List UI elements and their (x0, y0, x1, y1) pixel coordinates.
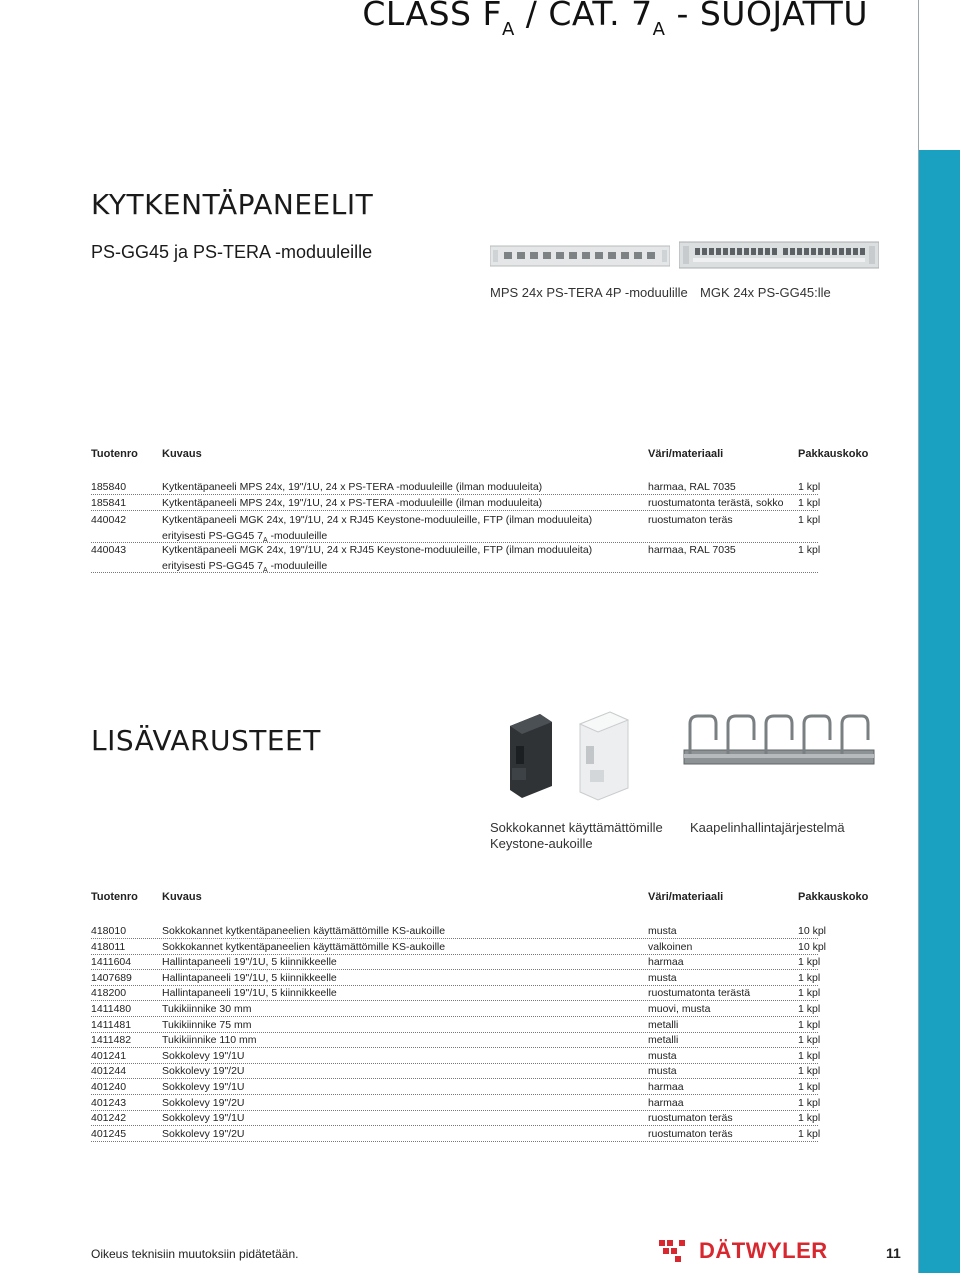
product-description: Sokkokannet kytkentäpaneelien käyttämättömille KS-aukoille (162, 941, 446, 953)
footer-note: Oikeus teknisiin muutoksiin pidätetään. (91, 1247, 299, 1261)
product-code: 401241 (91, 1050, 127, 1062)
product-color: metalli (648, 1019, 679, 1031)
product-description: Tukikiinnike 75 mm (162, 1019, 252, 1031)
product-code: 1411482 (91, 1034, 132, 1046)
product-color: harmaa (648, 1081, 684, 1093)
section-heading-patch-panels: KYTKENTÄPANEELIT (91, 188, 374, 221)
caption-cable-management: Kaapelinhallintajärjestelmä (690, 820, 845, 835)
product-code: 440042 (91, 514, 127, 526)
col-header-description: Kuvaus (162, 448, 202, 460)
mps-panel-image (490, 244, 670, 268)
product-description: Kytkentäpaneeli MPS 24x, 19"/1U, 24 x PS-TERA -moduuleille (ilman moduuleita) (162, 497, 543, 509)
row-divider (91, 1000, 818, 1001)
product-color: musta (648, 1050, 677, 1062)
row-divider (91, 969, 818, 970)
product-code: 1411480 (91, 1003, 132, 1015)
product-pack: 1 kpl (798, 544, 821, 556)
product-color: musta (648, 972, 677, 984)
page-title: CLASS $F_A$ / CAT. $7_A$ - SUOJATTU (362, 0, 868, 40)
product-color: ruostumaton teräs (648, 1128, 733, 1140)
caption-mps-panel: MPS 24x PS-TERA 4P -moduulille (490, 285, 688, 300)
col-header-pack-size: Pakkauskoko (798, 891, 869, 903)
cable-management-image (680, 710, 880, 790)
product-pack: 1 kpl (798, 1081, 821, 1093)
product-pack: 1 kpl (798, 481, 821, 493)
col-header-pack-size: Pakkauskoko (798, 448, 869, 460)
product-code: 418011 (91, 941, 126, 953)
blank-covers-image (490, 706, 670, 806)
row-divider (91, 510, 818, 511)
product-pack: 1 kpl (798, 1065, 821, 1077)
product-color: ruostumaton teräs (648, 514, 733, 526)
product-color: ruostumatonta terästä, sokko (648, 497, 784, 509)
product-description-line2: erityisesti PS-GG45 $7_A$ -moduuleille (162, 560, 328, 575)
product-pack: 10 kpl (798, 925, 827, 937)
product-code: 185841 (91, 497, 127, 509)
product-description: Kytkentäpaneeli MGK 24x, 19"/1U, 24 x RJ45 Keystone-moduuleille, FTP (ilman moduuleita) (162, 544, 593, 556)
product-description: Sokkolevy 19"/2U (162, 1097, 245, 1109)
mgk-panel-image (679, 240, 879, 272)
product-code: 418200 (91, 987, 127, 999)
col-header-color-material: Väri/materiaali (648, 891, 724, 903)
row-divider (91, 572, 818, 573)
row-divider (91, 1141, 818, 1142)
product-pack: 1 kpl (798, 514, 821, 526)
product-code: 418010 (91, 925, 127, 937)
product-pack: 1 kpl (798, 1003, 821, 1015)
product-color: harmaa, RAL 7035 (648, 544, 736, 556)
product-description: Kytkentäpaneeli MGK 24x, 19"/1U, 24 x RJ45 Keystone-moduuleille, FTP (ilman moduuleita) (162, 514, 593, 526)
product-color: valkoinen (648, 941, 693, 953)
product-color: harmaa (648, 956, 684, 968)
row-divider (91, 1125, 818, 1126)
product-description: Sokkolevy 19"/1U (162, 1081, 245, 1093)
product-color: metalli (648, 1034, 679, 1046)
product-description: Sokkolevy 19"/1U (162, 1050, 245, 1062)
product-code: 401244 (91, 1065, 127, 1077)
col-header-color-material: Väri/materiaali (648, 448, 724, 460)
datwyler-logo (657, 1234, 857, 1264)
product-description: Kytkentäpaneeli MPS 24x, 19"/1U, 24 x PS-TERA -moduuleille (ilman moduuleita) (162, 481, 543, 493)
caption-blank-covers: Sokkokannet käyttämättömille Keystone-aukoille (490, 820, 663, 851)
page-number: 11 (886, 1245, 901, 1261)
product-color: harmaa, RAL 7035 (648, 481, 736, 493)
product-code: 1407689 (91, 972, 132, 984)
product-color: ruostumaton teräs (648, 1112, 733, 1124)
product-description: Sokkolevy 19"/1U (162, 1112, 245, 1124)
product-description: Tukikiinnike 110 mm (162, 1034, 257, 1046)
product-pack: 1 kpl (798, 1034, 821, 1046)
row-divider (91, 938, 818, 939)
product-code: 401242 (91, 1112, 127, 1124)
product-description: Hallintapaneeli 19"/1U, 5 kiinnikkeelle (162, 972, 337, 984)
product-code: 401240 (91, 1081, 127, 1093)
product-color: ruostumatonta terästä (648, 987, 751, 999)
accent-side-bar (919, 150, 960, 1273)
product-pack: 10 kpl (798, 941, 827, 953)
product-description: Sokkolevy 19"/2U (162, 1065, 245, 1077)
product-pack: 1 kpl (798, 972, 821, 984)
product-description: Hallintapaneeli 19"/1U, 5 kiinnikkeelle (162, 956, 337, 968)
col-header-product-no: Tuotenro (91, 891, 138, 903)
col-header-description: Kuvaus (162, 891, 202, 903)
product-description: Tukikiinnike 30 mm (162, 1003, 252, 1015)
caption-mgk-panel: MGK 24x PS-GG45:lle (700, 285, 831, 300)
section-subheading: PS-GG45 ja PS-TERA -moduuleille (91, 242, 373, 262)
product-code: 401245 (91, 1128, 127, 1140)
product-description: Sokkokannet kytkentäpaneelien käyttämättömille KS-aukoille (162, 925, 446, 937)
product-code: 1411604 (91, 956, 132, 968)
svg-text:DÄTWYLER: DÄTWYLER (699, 1238, 828, 1263)
row-divider (91, 1078, 818, 1079)
product-pack: 1 kpl (798, 956, 821, 968)
product-pack: 1 kpl (798, 497, 821, 509)
row-divider (91, 1016, 818, 1017)
product-code: 440043 (91, 544, 127, 556)
product-code: 185840 (91, 481, 127, 493)
product-code: 1411481 (91, 1019, 132, 1031)
product-color: musta (648, 925, 677, 937)
col-header-product-no: Tuotenro (91, 448, 138, 460)
product-pack: 1 kpl (798, 1128, 821, 1140)
product-description: Sokkolevy 19"/2U (162, 1128, 245, 1140)
section-heading-accessories: LISÄVARUSTEET (91, 724, 321, 757)
product-description: Hallintapaneeli 19"/1U, 5 kiinnikkeelle (162, 987, 337, 999)
product-description-line2: erityisesti PS-GG45 $7_A$ -moduuleille (162, 530, 328, 545)
product-color: muovi, musta (648, 1003, 711, 1015)
product-pack: 1 kpl (798, 1050, 821, 1062)
product-code: 401243 (91, 1097, 127, 1109)
product-pack: 1 kpl (798, 1097, 821, 1109)
product-pack: 1 kpl (798, 1112, 821, 1124)
product-color: musta (648, 1065, 677, 1077)
row-divider (91, 494, 818, 495)
product-pack: 1 kpl (798, 987, 821, 999)
row-divider (91, 1094, 818, 1095)
product-color: harmaa (648, 1097, 684, 1109)
row-divider (91, 1047, 818, 1048)
product-pack: 1 kpl (798, 1019, 821, 1031)
